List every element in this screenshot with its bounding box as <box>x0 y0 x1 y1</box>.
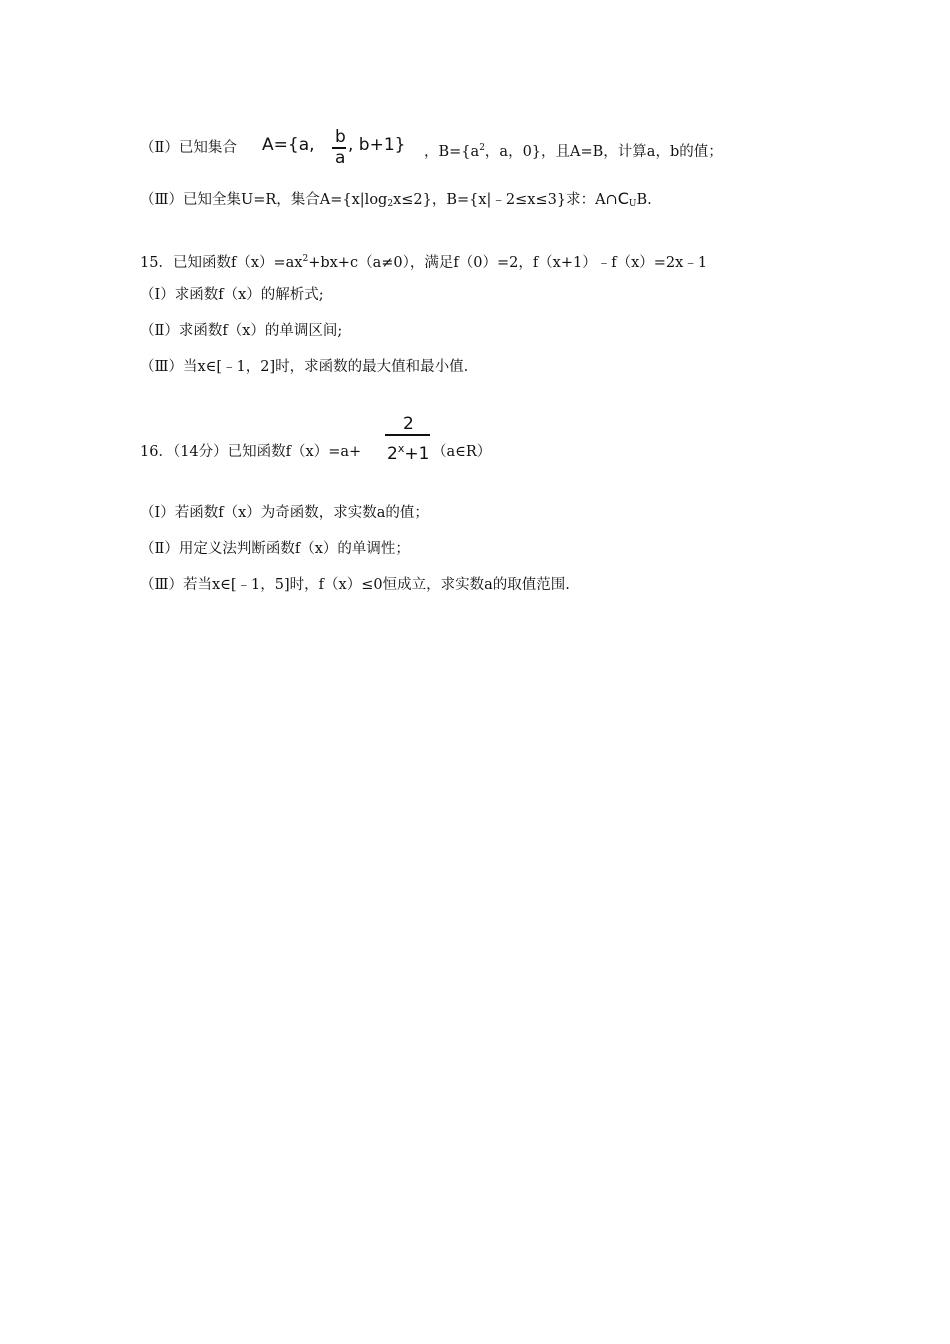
q16-stem-post: （a∈R） <box>432 444 492 460</box>
q16-part3: （Ⅲ）若当x∈[﹣1，5]时，f（x）≤0恒成立，求实数a的取值范围. <box>140 577 570 593</box>
q15-part1: （Ⅰ）求函数f（x）的解析式; <box>140 287 324 303</box>
set-a-close: , b+1} <box>348 135 406 155</box>
frac-b-numerator: b <box>335 127 346 147</box>
q14-part3: （Ⅲ）已知全集U=R，集合$A=\{x|\log_2x\le 2\}$，B={x|﹣2≤x≤3}求：$A\cap C_UB$. <box>140 189 652 209</box>
q16-frac-denominator: $2^x+1$ <box>387 442 430 464</box>
complement-symbol: C <box>617 189 629 208</box>
q16-stem-pre: 16．（14分）已知函数f（x）=a+ <box>140 444 362 460</box>
q16-frac-numerator: 2 <box>403 414 414 434</box>
q16-part1: （Ⅰ）若函数f（x）为奇函数，求实数a的值； <box>140 505 429 521</box>
set-a-open: A={a, <box>262 135 315 155</box>
q14-part2-label: （Ⅱ）已知集合 <box>140 140 237 156</box>
frac-a-denominator: a <box>335 148 346 168</box>
set-b-definition: ，$B=\{a^2$，a，0}，且A=B，计算a，b的值； <box>424 143 723 160</box>
q16-frac-bar <box>385 434 430 436</box>
q15-part2: （Ⅱ）求函数f（x）的单调区间; <box>140 323 343 339</box>
q16-part2: （Ⅱ）用定义法判断函数f（x）的单调性； <box>140 541 410 557</box>
q15-stem: 15．已知函数$f(x)=ax^2+bx+c(a\ne 0)$，满足f（0）=2，f（x+1）﹣f（x）=2x﹣1 <box>140 254 708 271</box>
q15-part3: （Ⅲ）当x∈[﹣1，2]时，求函数的最大值和最小值. <box>140 359 469 375</box>
